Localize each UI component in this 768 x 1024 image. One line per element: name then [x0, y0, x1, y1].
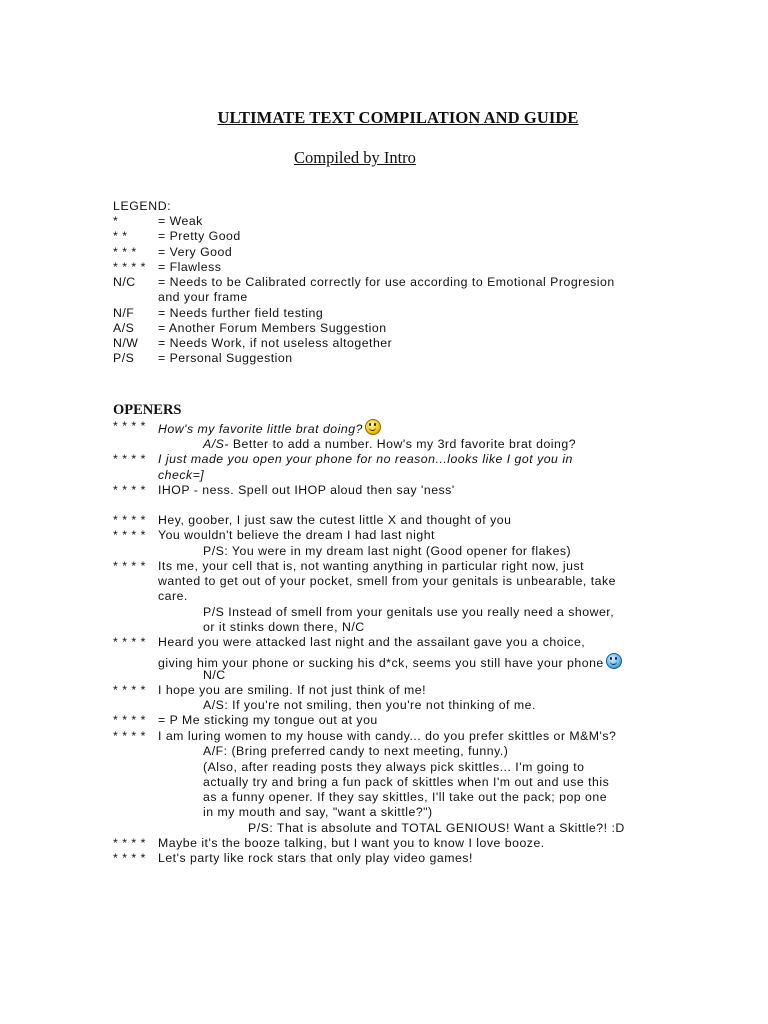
opener-text [158, 729, 616, 744]
rating-symbol: * * * * [113, 729, 146, 743]
opener-text-content: I just made you open your phone for no reason...looks like I got you in [158, 452, 573, 466]
legend-symbol: * [113, 214, 119, 228]
opener-text-content: Maybe it's the booze talking, but I want you to know I love booze. [158, 836, 545, 850]
opener-text [158, 574, 616, 589]
opener-text-content: = P Me sticking my tongue out at you [158, 713, 378, 727]
opener-text [158, 528, 435, 543]
rating-symbol: * * * * [113, 419, 146, 433]
legend-symbol: N/C [113, 275, 136, 289]
opener-text-content: A/F: (Bring preferred candy to next meeting, funny.) [203, 744, 509, 758]
yellow-smiley-icon [365, 419, 381, 435]
opener-text-content: How's my favorite little brat doing? [158, 422, 363, 436]
rating-symbol: * * * * [113, 836, 146, 850]
blue-smiley-icon [606, 653, 622, 669]
opener-text [158, 635, 585, 650]
openers-heading: OPENERS [113, 402, 182, 418]
opener-text [158, 468, 204, 483]
opener-text [158, 483, 455, 498]
opener-text [203, 544, 571, 559]
opener-text-content: actually try and bring a fun pack of skittles when I'm out and use this [203, 775, 610, 789]
rating-symbol: * * * * [113, 452, 146, 466]
opener-text-content: P/S: That is absolute and TOTAL GENIOUS! Want a Skittle?! :D [248, 821, 625, 835]
opener-text-content: giving him your phone or sucking his d*ck, seems you still have your phone [158, 656, 604, 670]
legend-symbol: N/F [113, 306, 135, 320]
opener-text [203, 605, 614, 620]
legend-description: = Another Forum Members Suggestion [158, 321, 387, 335]
legend-description: = Weak [158, 214, 203, 228]
legend-symbol: P/S [113, 351, 135, 365]
opener-text [158, 589, 188, 604]
rating-symbol: * * * * [113, 559, 146, 573]
opener-text [158, 683, 426, 698]
rating-symbol: * * * * [113, 713, 146, 727]
legend-description: = Needs Work, if not useless altogether [158, 336, 393, 350]
opener-text-content: P/S: You were in my dream last night (Good opener for flakes) [203, 544, 572, 558]
opener-text [203, 760, 585, 775]
opener-text [248, 821, 625, 836]
opener-text-content: care. [158, 589, 188, 603]
opener-text [158, 836, 545, 851]
opener-text: A/S- Better to add a number. How's my 3rd favorite brat doing? [203, 437, 577, 451]
opener-text [203, 698, 536, 713]
legend-symbol: A/S [113, 321, 135, 335]
legend-description: = Needs further field testing [158, 306, 324, 320]
opener-text-content: wanted to get out of your pocket, smell from your genitals is unbearable, take [158, 574, 617, 588]
opener-text [203, 805, 433, 820]
opener-text [203, 775, 609, 790]
opener-text-content: A/S: If you're not smiling, then you're not thinking of me. [203, 698, 536, 712]
rating-symbol: * * * * [113, 513, 146, 527]
opener-text [203, 620, 365, 635]
rating-symbol: * * * * [113, 683, 146, 697]
legend-description: and your frame [158, 290, 248, 304]
opener-text-content: Hey, goober, I just saw the cutest little X and thought of you [158, 513, 512, 527]
legend-heading: LEGEND: [113, 199, 172, 213]
legend-description: = Personal Suggestion [158, 351, 293, 365]
legend-symbol: * * [113, 229, 128, 243]
opener-text [203, 668, 226, 683]
opener-text [158, 653, 622, 671]
opener-text [158, 559, 584, 574]
rating-symbol: * * * * [113, 635, 146, 649]
opener-text [203, 744, 508, 759]
opener-text-content: Heard you were attacked last night and the assailant gave you a choice, [158, 635, 586, 649]
opener-text-content: N/C [203, 668, 226, 682]
document-subtitle: Compiled by Intro [294, 148, 416, 167]
legend-description: = Flawless [158, 260, 222, 274]
opener-text-content: I am luring women to my house with candy... do you prefer skittles or M&M's? [158, 729, 617, 743]
opener-text-content: I hope you are smiling. If not just think of me! [158, 683, 427, 697]
legend-description: = Needs to be Calibrated correctly for use according to Emotional Progresion [158, 275, 615, 289]
opener-text-content: in my mouth and say, "want a skittle?") [203, 805, 433, 819]
opener-text-content: check=] [158, 468, 205, 482]
rating-symbol: * * * * [113, 483, 146, 497]
opener-text-content: (Also, after reading posts they always pick skittles... I'm going to [203, 760, 585, 774]
legend-symbol: * * * [113, 245, 137, 259]
opener-text-content: IHOP - ness. Spell out IHOP aloud then say 'ness' [158, 483, 455, 497]
opener-text [203, 790, 607, 805]
opener-text-content: as a funny opener. If they say skittles, I'll take out the pack; pop one [203, 790, 608, 804]
legend-symbol: N/W [113, 336, 139, 350]
rating-symbol: * * * * [113, 528, 146, 542]
opener-text-content: Its me, your cell that is, not wanting anything in particular right now, just [158, 559, 585, 573]
legend-description: = Pretty Good [158, 229, 241, 243]
rating-symbol: * * * * [113, 851, 146, 865]
legend-symbol: * * * * [113, 260, 146, 274]
suggestion-tag: A/S- [203, 437, 229, 451]
opener-text [158, 419, 381, 437]
legend-description: = Very Good [158, 245, 233, 259]
opener-text [158, 851, 473, 866]
opener-text-content: P/S Instead of smell from your genitals use you really need a shower, [203, 605, 615, 619]
opener-text [158, 513, 511, 528]
opener-text-content: or it stinks down there, N/C [203, 620, 365, 634]
opener-text [158, 452, 573, 467]
document-title: ULTIMATE TEXT COMPILATION AND GUIDE [217, 108, 579, 127]
opener-text [158, 713, 378, 728]
opener-text-content: You wouldn't believe the dream I had last night [158, 528, 435, 542]
opener-text-content: Let's party like rock stars that only play video games! [158, 851, 473, 865]
